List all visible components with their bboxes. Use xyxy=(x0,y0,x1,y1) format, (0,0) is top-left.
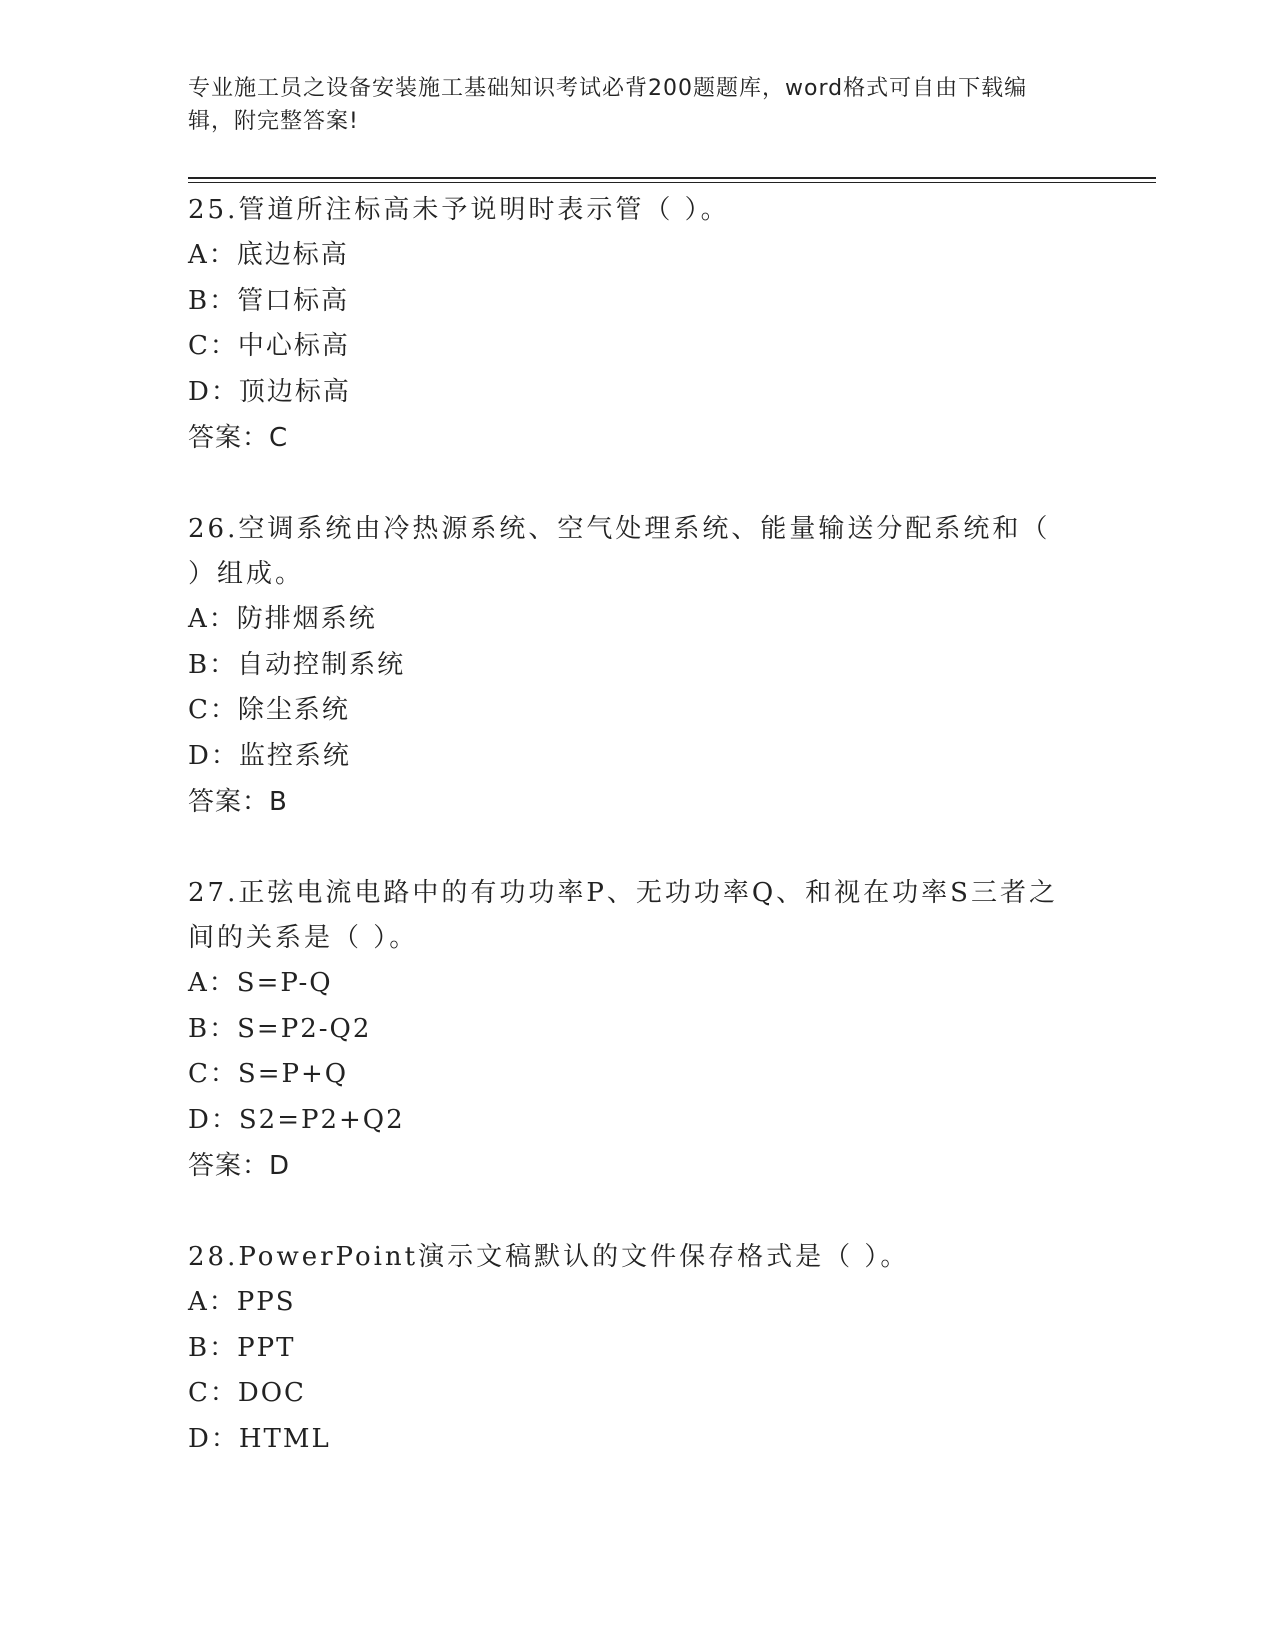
option-c: C：S=P+Q xyxy=(188,1059,349,1089)
option-a: A：S=P-Q xyxy=(188,968,333,998)
option-d: D：HTML xyxy=(188,1423,331,1454)
option-d: D：顶边标高 xyxy=(188,376,351,407)
document-header: 专业施工员之设备安装施工基础知识考试必背200题题库，word格式可自由下载编辑，附完整答案! xyxy=(188,76,1028,134)
header-rule-thick xyxy=(188,177,1156,179)
option-d: D：S2=P2+Q2 xyxy=(188,1104,405,1135)
option-a: A：PPS xyxy=(188,1287,296,1317)
header-rule-thin xyxy=(188,182,1156,183)
question-stem: 27.正弦电流电路中的有功功率P、无功功率Q、和视在功率S三者之间的关系是（ ）。 xyxy=(188,878,1058,953)
option-a: A：防排烟系统 xyxy=(188,604,377,634)
option-b: B：S=P2-Q2 xyxy=(188,1013,372,1044)
question-28 xyxy=(188,1235,1068,1462)
option-c: C：除尘系统 xyxy=(188,695,350,725)
question-26 xyxy=(188,507,1068,825)
option-c: C：中心标高 xyxy=(188,331,350,361)
question-27 xyxy=(188,871,1068,1189)
question-stem: 26.空调系统由冷热源系统、空气处理系统、能量输送分配系统和（ ）组成。 xyxy=(188,514,1051,589)
answer-label: 答案：B xyxy=(188,787,288,817)
answer-label: 答案：D xyxy=(188,1151,291,1181)
option-a: A：底边标高 xyxy=(188,240,349,270)
question-list xyxy=(188,188,1068,1462)
question-stem: 25.管道所注标高未予说明时表示管（ ）。 xyxy=(188,195,730,225)
option-b: B：自动控制系统 xyxy=(188,649,406,680)
option-c: C：DOC xyxy=(188,1378,306,1408)
question-stem: 28.PowerPoint演示文稿默认的文件保存格式是（ ）。 xyxy=(188,1242,910,1272)
question-25 xyxy=(188,188,1068,461)
option-d: D：监控系统 xyxy=(188,740,351,771)
option-b: B：管口标高 xyxy=(188,285,350,316)
option-b: B：PPT xyxy=(188,1332,296,1363)
answer-label: 答案：C xyxy=(188,423,289,453)
